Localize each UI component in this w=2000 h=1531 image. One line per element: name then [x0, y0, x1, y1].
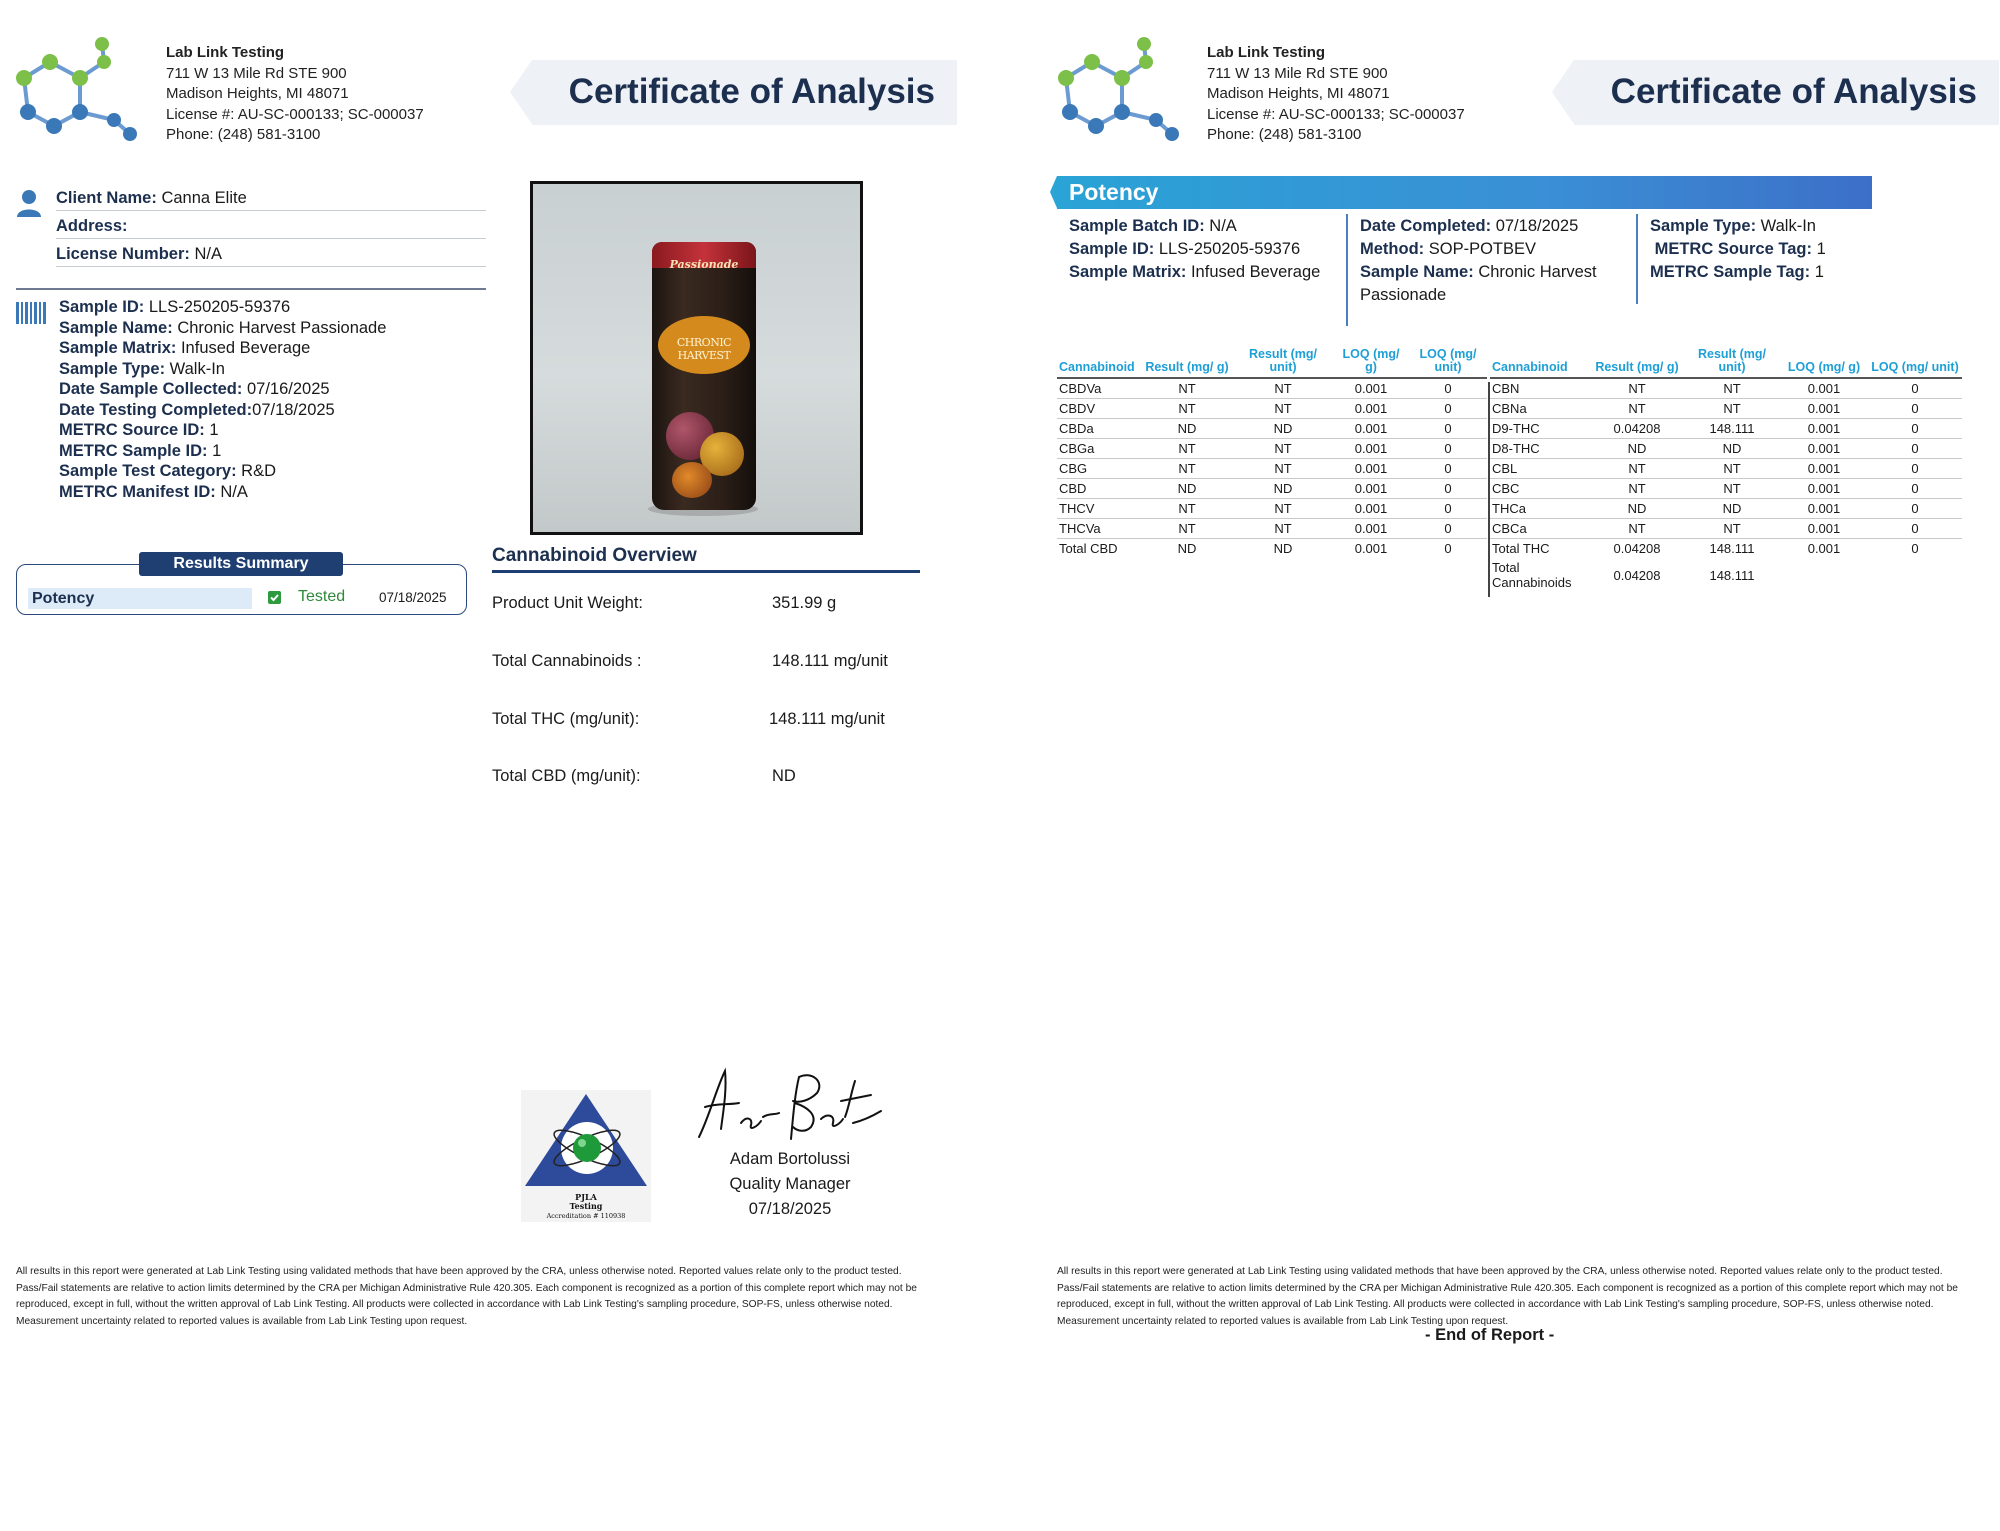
table-cell: NT [1684, 378, 1780, 398]
barcode-icon [16, 302, 46, 324]
col-header-cannabinoid: Cannabinoid [1490, 348, 1590, 378]
table-cell: ND [1590, 498, 1684, 518]
metrc-sample-id-field: METRC Sample ID: 1 [59, 441, 222, 460]
table-cell: THCV [1057, 498, 1141, 518]
table-cell: CBG [1057, 458, 1141, 478]
table-cell: 0.001 [1780, 478, 1868, 498]
table-cell: 0 [1868, 438, 1962, 458]
lab-address1: 711 W 13 Mile Rd STE 900 [166, 64, 347, 82]
lab-phone: Phone: (248) 581-3100 [1207, 126, 1362, 143]
table-cell: NT [1590, 378, 1684, 398]
doc-title: Certificate of Analysis [568, 72, 935, 111]
sample-type-field: Sample Type: Walk-In [1650, 217, 1816, 235]
signatory-block [690, 1147, 890, 1222]
table-cell: 0 [1409, 398, 1487, 418]
sample-name-field: Sample Name: Chronic Harvest Passionade [59, 318, 387, 337]
table-cell: 0.001 [1333, 518, 1409, 538]
table-cell: CBGa [1057, 438, 1141, 458]
table-cell: 0.001 [1780, 498, 1868, 518]
table-cell: 0.001 [1780, 518, 1868, 538]
overview-label-total-cannabinoids: Total Cannabinoids : [492, 652, 642, 670]
overview-value-total-cbd: ND [772, 767, 796, 785]
table-row [1490, 438, 1962, 458]
potency-info-col3 [1650, 215, 1826, 284]
table-row [1057, 438, 1487, 458]
table-cell: 0.001 [1780, 418, 1868, 438]
table-cell: NT [1233, 498, 1333, 518]
table-cell: NT [1233, 458, 1333, 478]
potency-date: 07/18/2025 [379, 590, 447, 605]
lab-license: License #: AU-SC-000133; SC-000037 [1207, 105, 1465, 123]
table-row [1057, 478, 1487, 498]
potency-status: Tested [298, 588, 346, 605]
table-cell: NT [1684, 458, 1780, 478]
table-row [1490, 498, 1962, 518]
table-cell: 148.111 [1709, 567, 1755, 583]
table-cell: 0.04208 [1590, 418, 1684, 438]
table-cell [1780, 558, 1868, 592]
overview-title: Cannabinoid Overview [492, 545, 697, 566]
date-completed-field: Date Testing Completed:07/18/2025 [59, 400, 335, 419]
disclaimer-page2: All results in this report were generated at Lab Link Testing using validated methods that have been approved by the CRA, unless otherwise noted. Reported values relate only to the product tested. Pass/Fail statements are relative to action limits determined by the CRA per Michigan Administrative Rule 420.305. Each component is recognized as a portion of this complete report which may not be reproduced, except in full, without the written approval of Lab Link Testing. All products were collected in accordance with Lab Link Testing's sampling procedure, SOP-FS, unless otherwise noted. Measurement uncertainty related to reported values is available from Lab Link Testing upon request. [1057, 1266, 1958, 1327]
table-cell: 0.001 [1333, 438, 1409, 458]
table-cell: CBCa [1490, 518, 1590, 538]
table-cell: NT [1590, 398, 1684, 418]
table-row [1490, 458, 1962, 478]
sample-id-field: Sample ID: LLS-250205-59376 [59, 298, 291, 316]
table-cell: Total Cannabinoids [1492, 560, 1572, 590]
product-photo [530, 181, 863, 535]
table-cell: CBNa [1490, 398, 1590, 418]
overview-label-weight: Product Unit Weight: [492, 594, 644, 612]
client-name-field: Client Name: Canna Elite [56, 189, 247, 207]
lab-header [166, 43, 424, 146]
table-cell: CBL [1490, 458, 1590, 478]
table-cell: ND [1684, 438, 1780, 458]
table-cell: 0 [1868, 458, 1962, 478]
table-cell: 0.001 [1333, 398, 1409, 418]
table-row [1490, 478, 1962, 498]
lab-header-page2 [1207, 43, 1465, 146]
table-cell [1868, 558, 1962, 592]
table-cell: 0.04208 [1590, 538, 1684, 558]
lab-address2: Madison Heights, MI 48071 [1207, 85, 1390, 102]
col-header-loq-unit: LOQ (mg/ unit) [1409, 348, 1487, 378]
table-cell: 0.001 [1780, 438, 1868, 458]
sample-name-cont: Passionade [1360, 286, 1447, 304]
overview-label-total-cbd: Total CBD (mg/unit): [492, 767, 641, 785]
sample-matrix-field: Sample Matrix: Infused Beverage [59, 339, 311, 357]
table-header-row [1057, 348, 1487, 378]
potency-title: Potency [1069, 179, 1159, 205]
table-row [1057, 498, 1487, 518]
table-cell: NT [1233, 518, 1333, 538]
table-cell: ND [1141, 478, 1233, 498]
table-row [1057, 418, 1487, 438]
client-address-field: Address: [56, 217, 128, 235]
table-cell: CBDa [1057, 418, 1141, 438]
table-cell: 0 [1868, 478, 1962, 498]
lab-logo [14, 34, 144, 146]
signatory-date: 07/18/2025 [748, 1200, 832, 1218]
table-cell: 0 [1868, 538, 1962, 558]
metrc-source-tag-field: METRC Source Tag: 1 [1654, 240, 1826, 258]
table-cell: CBC [1490, 478, 1590, 498]
table-row [1057, 518, 1487, 538]
col-header-result-unit: Result (mg/ unit) [1233, 348, 1333, 378]
check-icon [268, 591, 281, 604]
col-header-cannabinoid: Cannabinoid [1057, 348, 1141, 378]
table-cell: Total THC [1490, 538, 1590, 558]
method-field: Method: SOP-POTBEV [1360, 240, 1537, 258]
overview-value-weight: 351.99 g [772, 594, 837, 612]
table-cell: 0 [1409, 378, 1487, 398]
metrc-sample-tag-field: METRC Sample Tag: 1 [1650, 263, 1824, 281]
batch-id-field: Sample Batch ID: N/A [1069, 217, 1237, 235]
table-cell: 0 [1868, 518, 1962, 538]
table-total-row [1490, 558, 1962, 592]
sample-matrix-field: Sample Matrix: Infused Beverage [1069, 263, 1321, 281]
overview-value-total-thc: 148.111 mg/unit [769, 710, 885, 728]
table-cell: 0.001 [1780, 538, 1868, 558]
table-cell: NT [1233, 438, 1333, 458]
table-cell: NT [1684, 478, 1780, 498]
lab-name: Lab Link Testing [166, 44, 285, 61]
table-row [1057, 398, 1487, 418]
potency-info-col2 [1360, 215, 1597, 307]
table-cell: 0.001 [1333, 478, 1409, 498]
potency-row-label: Potency [28, 588, 252, 609]
end-of-report: - End of Report - [1425, 1326, 1555, 1344]
table-cell: NT [1141, 518, 1233, 538]
table-cell: 0 [1868, 398, 1962, 418]
table-cell: 0.001 [1780, 458, 1868, 478]
table-cell: NT [1684, 398, 1780, 418]
table-cell: CBDVa [1057, 378, 1141, 398]
metrc-source-id-field: METRC Source ID: 1 [59, 421, 219, 439]
table-cell: NT [1141, 458, 1233, 478]
coa-title-banner-page2 [1574, 60, 1999, 125]
table-cell: NT [1141, 398, 1233, 418]
table-cell: NT [1684, 518, 1780, 538]
potency-info-col1 [1069, 215, 1320, 284]
lab-logo-page2 [1056, 34, 1186, 146]
table-cell: NT [1233, 398, 1333, 418]
table-cell: 0 [1409, 478, 1487, 498]
table-cell: CBD [1057, 478, 1141, 498]
table-cell: ND [1233, 418, 1333, 438]
col-header-result-g: Result (mg/ g) [1590, 348, 1684, 378]
table-cell: 0.001 [1780, 378, 1868, 398]
disclaimer-page1: All results in this report were generated at Lab Link Testing using validated methods that have been approved by the CRA, unless otherwise noted. Reported values relate only to the product tested. Pass/Fail statements are relative to action limits determined by the CRA per Michigan Administrative Rule 420.305. Each component is recognized as a portion of this complete report which may not be reproduced, except in full, without the written approval of Lab Link Testing. All products were collected in accordance with Lab Link Testing's sampling procedure, SOP-FS, unless otherwise noted. Measurement uncertainty related to reported values is available from Lab Link Testing upon request. [16, 1266, 917, 1327]
sample-id-field: Sample ID: LLS-250205-59376 [1069, 240, 1301, 258]
signatory-title: Quality Manager [729, 1175, 851, 1193]
lab-license: License #: AU-SC-000133; SC-000037 [166, 105, 424, 123]
table-cell: Total CBD [1057, 538, 1141, 558]
table-row [1057, 458, 1487, 478]
lab-name: Lab Link Testing [1207, 44, 1326, 61]
sample-name-field: Sample Name: Chronic Harvest [1360, 263, 1597, 281]
date-collected-field: Date Sample Collected: 07/16/2025 [59, 380, 330, 398]
table-cell: NT [1590, 518, 1684, 538]
lab-address2: Madison Heights, MI 48071 [166, 85, 349, 102]
signature [695, 1067, 885, 1141]
table-header-row [1490, 348, 1962, 378]
table-cell: THCa [1490, 498, 1590, 518]
col-header-result-unit: Result (mg/ unit) [1684, 348, 1780, 378]
table-cell: ND [1233, 538, 1333, 558]
table-cell: 0.001 [1333, 378, 1409, 398]
lab-address1: 711 W 13 Mile Rd STE 900 [1207, 64, 1388, 82]
col-header-loq-g: LOQ (mg/ g) [1780, 348, 1868, 378]
table-cell: 0 [1409, 438, 1487, 458]
table-cell: 0 [1409, 498, 1487, 518]
table-cell: 0 [1868, 498, 1962, 518]
table-row [1490, 418, 1962, 438]
client-license-field: License Number: N/A [56, 245, 222, 263]
manifest-id-field: METRC Manifest ID: N/A [59, 482, 248, 501]
table-row [1490, 518, 1962, 538]
sample-type-field: Sample Type: Walk-In [59, 359, 225, 378]
table-cell: 0 [1868, 378, 1962, 398]
table-row [1057, 378, 1487, 398]
table-cell: NT [1141, 498, 1233, 518]
table-cell: ND [1590, 438, 1684, 458]
results-summary-title: Results Summary [139, 552, 343, 576]
sample-info [59, 297, 386, 502]
table-cell: NT [1590, 458, 1684, 478]
table-cell: ND [1684, 498, 1780, 518]
pjla-accreditation-logo [521, 1090, 651, 1222]
cannabinoid-table-right [1490, 348, 1962, 592]
potency-section-banner [1057, 176, 1872, 209]
cannabinoid-table-left [1057, 348, 1487, 558]
svg-text:PJLA: PJLA [575, 1192, 597, 1202]
table-cell: 0.001 [1780, 398, 1868, 418]
table-cell: D8-THC [1490, 438, 1590, 458]
table-cell: 0 [1409, 538, 1487, 558]
table-cell: 0.001 [1333, 538, 1409, 558]
lab-phone: Phone: (248) 581-3100 [166, 126, 321, 143]
table-cell: CBDV [1057, 398, 1141, 418]
table-cell: NT [1141, 378, 1233, 398]
table-cell: 0.001 [1333, 458, 1409, 478]
table-cell: 0 [1868, 418, 1962, 438]
test-category-field: Sample Test Category: R&D [59, 462, 277, 480]
table-total-row [1490, 538, 1962, 558]
svg-text:Accreditation # 110938: Accreditation # 110938 [546, 1212, 626, 1220]
table-cell: 0 [1409, 518, 1487, 538]
table-cell: CBN [1490, 378, 1590, 398]
col-header-loq-unit: LOQ (mg/ unit) [1868, 348, 1962, 378]
table-cell: THCVa [1057, 518, 1141, 538]
table-cell: NT [1141, 438, 1233, 458]
table-cell: 0.001 [1333, 498, 1409, 518]
table-cell: ND [1233, 478, 1333, 498]
table-cell: 0 [1409, 418, 1487, 438]
table-cell: ND [1141, 538, 1233, 558]
table-row [1490, 398, 1962, 418]
coa-title-banner [532, 60, 957, 125]
doc-title: Certificate of Analysis [1610, 72, 1977, 111]
table-cell: NT [1590, 478, 1684, 498]
overview-value-total-cannabinoids: 148.111 mg/unit [772, 652, 888, 670]
person-icon [16, 189, 42, 217]
table-cell: 148.111 [1684, 538, 1780, 558]
table-cell: NT [1233, 378, 1333, 398]
table-cell: D9-THC [1490, 418, 1590, 438]
table-cell: ND [1141, 418, 1233, 438]
date-completed-field: Date Completed: 07/18/2025 [1360, 217, 1579, 235]
table-row [1490, 378, 1962, 398]
table-cell: 148.111 [1684, 418, 1780, 438]
beverage-can: Passionade CHRONIC HARVEST [652, 242, 756, 510]
svg-text:Testing: Testing [569, 1201, 603, 1211]
table-total-row [1057, 538, 1487, 558]
col-header-result-g: Result (mg/ g) [1141, 348, 1233, 378]
overview-label-total-thc: Total THC (mg/unit): [492, 710, 640, 728]
col-header-loq-g: LOQ (mg/ g) [1333, 348, 1409, 378]
table-cell: 0.001 [1333, 418, 1409, 438]
table-cell: 0 [1409, 458, 1487, 478]
table-cell: 0.04208 [1613, 567, 1661, 583]
signatory-name: Adam Bortolussi [729, 1150, 851, 1168]
